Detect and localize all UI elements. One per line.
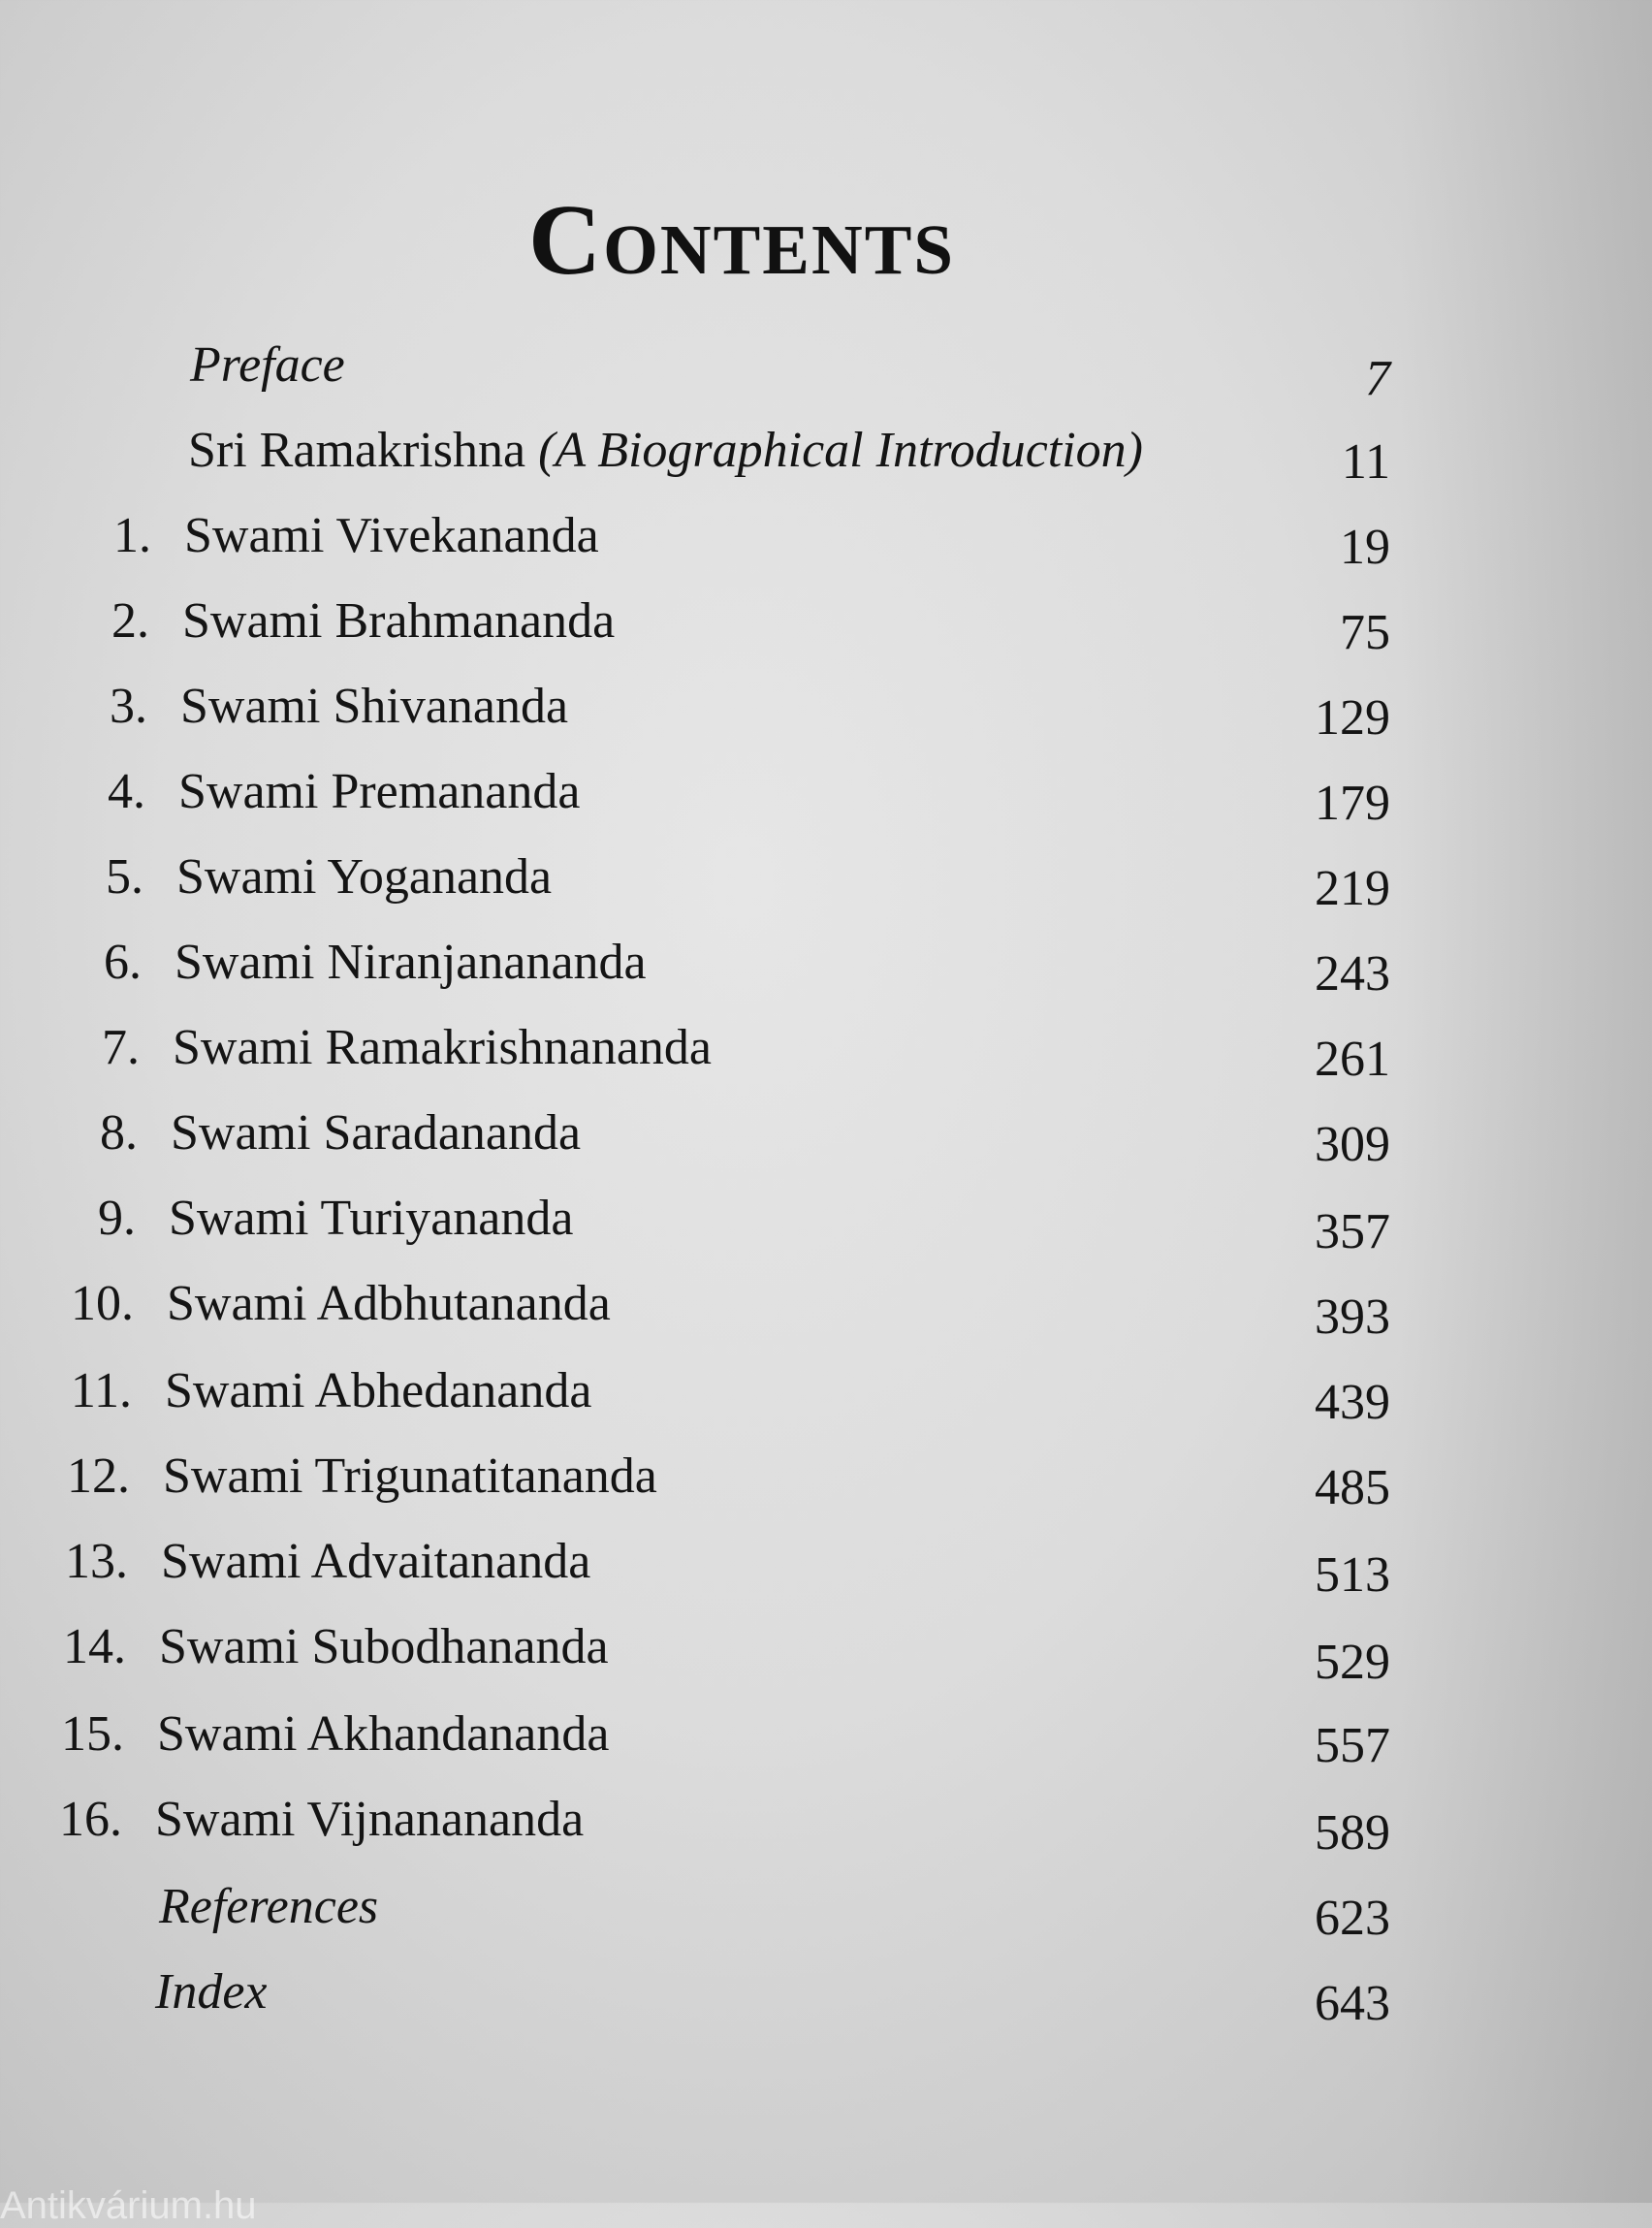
entry-title-text: Swami Ramakrishnananda [173,1020,712,1075]
entry-page-number: 623 [1315,1891,1390,1946]
entry-title-text: Swami Abhedananda [165,1363,592,1418]
entry-title [163,1443,657,1511]
entry-number: 2. [111,593,149,649]
entry-number: 16. [59,1792,122,1847]
entry-page-number: 357 [1315,1204,1390,1259]
entry-title [161,1528,590,1596]
entry-page-number: 219 [1315,861,1390,916]
entry-title [188,417,1143,485]
entry-page-number: 589 [1315,1805,1390,1861]
entry-page-number: 485 [1315,1460,1390,1515]
entry-title [155,1786,584,1854]
entry-title-text: Swami Trigunatitananda [163,1448,657,1504]
entry-page-number: 261 [1315,1032,1390,1087]
entry-page-number: 11 [1341,434,1390,490]
entry-page-number: 557 [1315,1718,1390,1773]
entry-title-text: Swami Shivananda [180,679,569,734]
entry-page-number: 513 [1315,1547,1390,1603]
entry-title [182,588,615,655]
watermark-text: Antikvárium.hu [0,2184,257,2227]
entry-title-text: Swami Advaitananda [161,1534,591,1589]
entry-title-text: Swami Saradananda [171,1105,582,1161]
entry-number: 14. [63,1619,126,1674]
entry-title [173,1014,712,1082]
entry-title [176,843,552,911]
entry-number: 6. [104,935,142,990]
entry-title [159,1873,378,1941]
entry-page-number: 19 [1340,520,1390,575]
entry-title-text: References [159,1879,379,1934]
entry-number: 9. [98,1191,136,1246]
entry-page-number: 243 [1315,946,1390,1002]
entry-page-number: 129 [1315,690,1390,746]
entry-title [169,1185,573,1253]
entry-title [178,758,580,826]
entry-subtitle: (A Biographical Introduction) [538,423,1143,478]
entry-title [190,332,345,399]
entry-number: 1. [113,508,151,563]
entry-title [184,502,599,570]
entry-title [159,1613,609,1681]
entry-title-text: Preface [190,337,345,393]
entry-title-text: Swami Subodhananda [159,1619,609,1674]
entry-title-text: Swami Yogananda [176,849,553,905]
entry-number: 13. [65,1534,128,1589]
entry-title-text: Swami Akhandananda [157,1706,610,1762]
entry-title [180,673,568,741]
entry-number: 15. [61,1706,124,1762]
entry-page-number: 529 [1315,1635,1390,1690]
entry-page-number: 439 [1315,1375,1390,1430]
entry-page-number: 179 [1315,776,1390,831]
entry-number: 3. [110,679,147,734]
entry-title-text: Swami Brahmananda [182,593,616,649]
entry-page-number: 643 [1315,1976,1390,2031]
entry-number: 7. [102,1020,140,1075]
entry-title [157,1701,609,1768]
entry-title-text: Index [155,1964,268,2020]
entry-title-text: Sri Ramakrishna [188,423,539,478]
entry-page-number: 75 [1340,605,1390,660]
entry-number: 4. [108,764,145,819]
entry-number: 10. [71,1276,134,1331]
entry-page-number: 309 [1315,1117,1390,1172]
entry-page-number: 393 [1315,1289,1390,1345]
page-title: Contents [528,183,955,296]
entry-title-text: Swami Premananda [178,764,581,819]
entry-title-text: Swami Niranjanananda [175,935,647,990]
entry-page-number: 7 [1365,351,1390,406]
entry-number: 8. [100,1105,138,1161]
entry-number: 5. [106,849,143,905]
entry-number: 11. [70,1363,132,1418]
entry-title [167,1270,611,1338]
entry-title-text: Swami Vivekananda [184,508,599,563]
entry-title [171,1099,581,1167]
entry-title [155,1958,267,2026]
entry-title-text: Swami Adbhutananda [167,1276,611,1331]
entry-title-text: Swami Turiyananda [169,1191,574,1246]
entry-title [165,1357,591,1425]
entry-title-text: Swami Vijnanananda [155,1792,585,1847]
entry-title [175,929,647,997]
entry-number: 12. [67,1448,130,1504]
